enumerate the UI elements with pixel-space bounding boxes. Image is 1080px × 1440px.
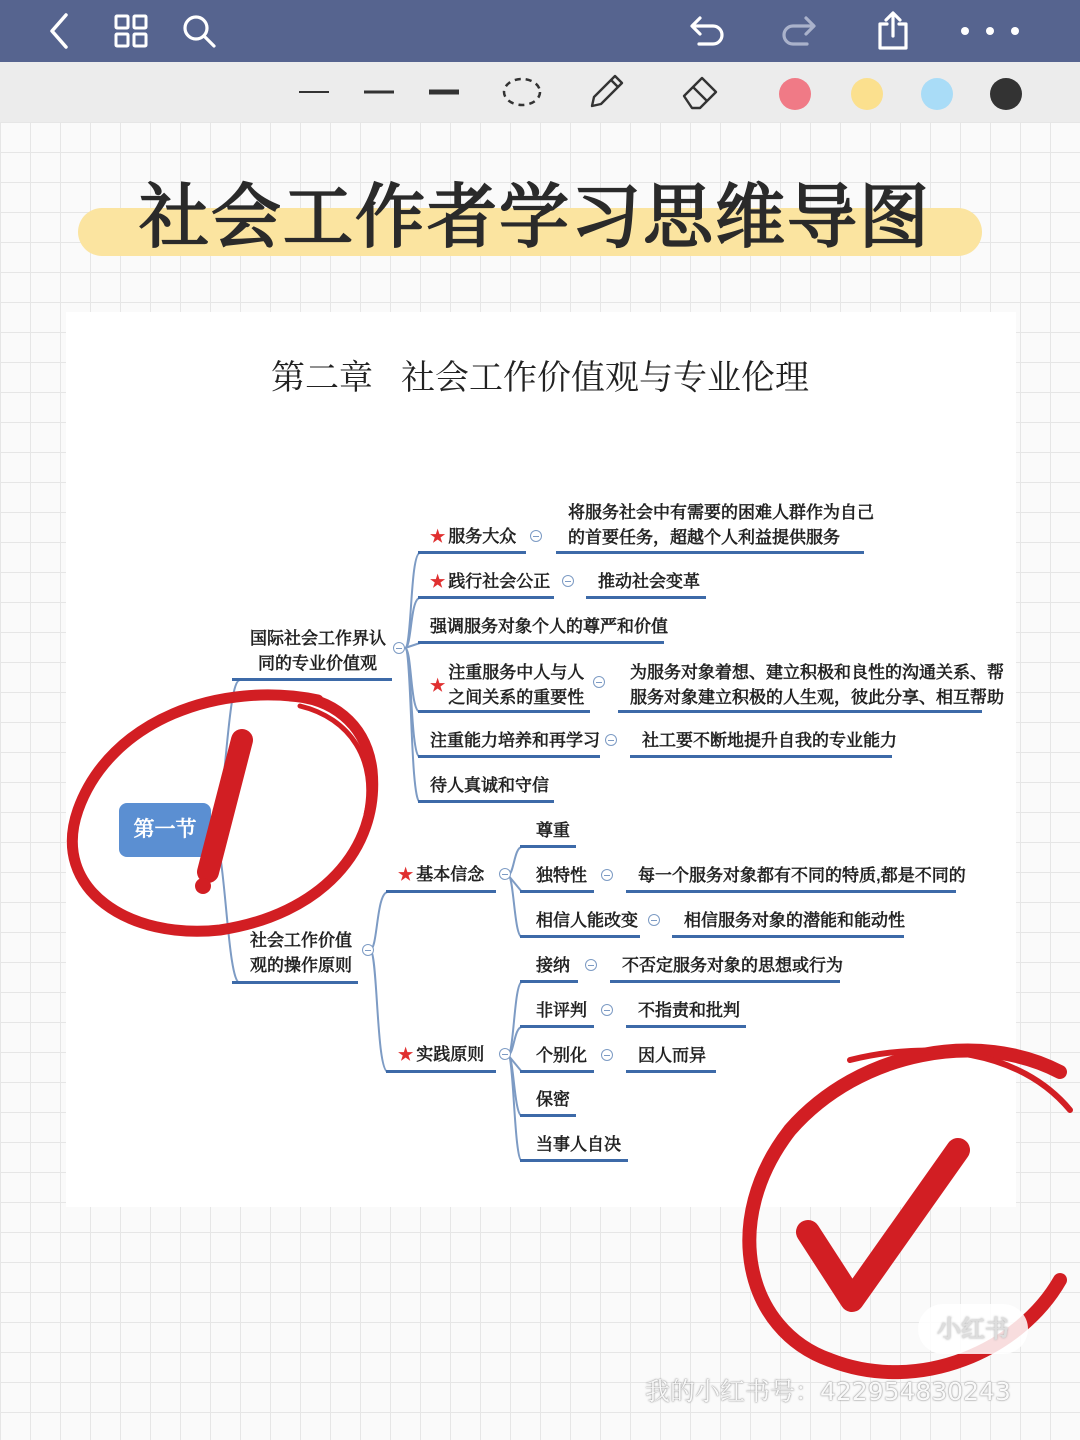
star-icon: ★ (430, 572, 446, 591)
node-sincerity[interactable]: 待人真诚和守信 (430, 776, 549, 795)
node-label: 践行社会公正 (448, 572, 551, 591)
item-self-determination[interactable]: 当事人自决 (536, 1135, 621, 1154)
detail-line1: 为服务对象着想、建立积极和良性的沟通关系、帮 (630, 663, 1004, 682)
chapter-name: 社会工作价值观与专业伦理 (401, 360, 809, 397)
detail-nonjudgment: 不指责和批判 (638, 1001, 740, 1020)
detail-change: 相信服务对象的潜能和能动性 (684, 911, 905, 930)
branch-label-line2: 同的专业价值观 (258, 654, 377, 673)
item-confidentiality[interactable]: 保密 (536, 1090, 570, 1109)
page-title: 社会工作者学习思维导图 (139, 175, 931, 258)
mindmap-root-node[interactable]: 第一节 (119, 803, 211, 857)
item-respect[interactable]: 尊重 (536, 821, 570, 840)
xiaohongshu-logo: 小红书 (918, 1304, 1028, 1354)
node-relearning[interactable]: 注重能力培养和再学习 (430, 731, 600, 750)
red-ink-exclamation (208, 740, 242, 872)
chapter-number: 第二章 (271, 360, 373, 397)
item-acceptance[interactable]: 接纳 (536, 956, 570, 975)
red-ink-check (808, 1150, 958, 1300)
node-label-line2: 之间关系的重要性 (448, 688, 585, 707)
account-watermark: 我的小红书号：422954830243 (645, 1377, 1011, 1406)
node-label-line1: 注重服务中人与人 (448, 663, 585, 682)
item-uniqueness[interactable]: 独特性 (536, 866, 587, 885)
detail-individualization: 因人而异 (638, 1046, 706, 1065)
detail-uniqueness: 每一个服务对象都有不同的特质,都是不同的 (638, 866, 966, 885)
detail-social-change: 推动社会变革 (598, 572, 700, 591)
detail-line1: 将服务社会中有需要的困难人群作为自己 (568, 503, 874, 522)
star-icon: ★ (430, 675, 446, 695)
branch-label-line1: 社会工作价值 (250, 931, 352, 950)
detail-line2: 服务对象建立积极的人生观，彼此分享、相互帮助 (630, 688, 1004, 707)
star-icon: ★ (430, 527, 446, 546)
item-nonjudgment[interactable]: 非评判 (536, 1001, 587, 1020)
branch-label-line2: 观的操作原则 (250, 956, 352, 975)
star-icon: ★ (398, 1045, 414, 1064)
detail-acceptance: 不否定服务对象的思想或行为 (622, 956, 843, 975)
detail-line2: 的首要任务，超越个人利益提供服务 (568, 528, 840, 547)
branch-label-line1: 国际社会工作界认 (250, 629, 386, 648)
node-label: 基本信念 (416, 865, 485, 884)
item-change[interactable]: 相信人能改变 (536, 911, 638, 930)
detail-relearning: 社工要不断地提升自我的专业能力 (642, 731, 897, 750)
item-individualization[interactable]: 个别化 (536, 1046, 587, 1065)
node-dignity[interactable]: 强调服务对象个人的尊严和价值 (430, 617, 668, 636)
node-label: 实践原则 (416, 1045, 485, 1064)
star-icon: ★ (398, 865, 414, 884)
node-label: 服务大众 (448, 527, 517, 546)
